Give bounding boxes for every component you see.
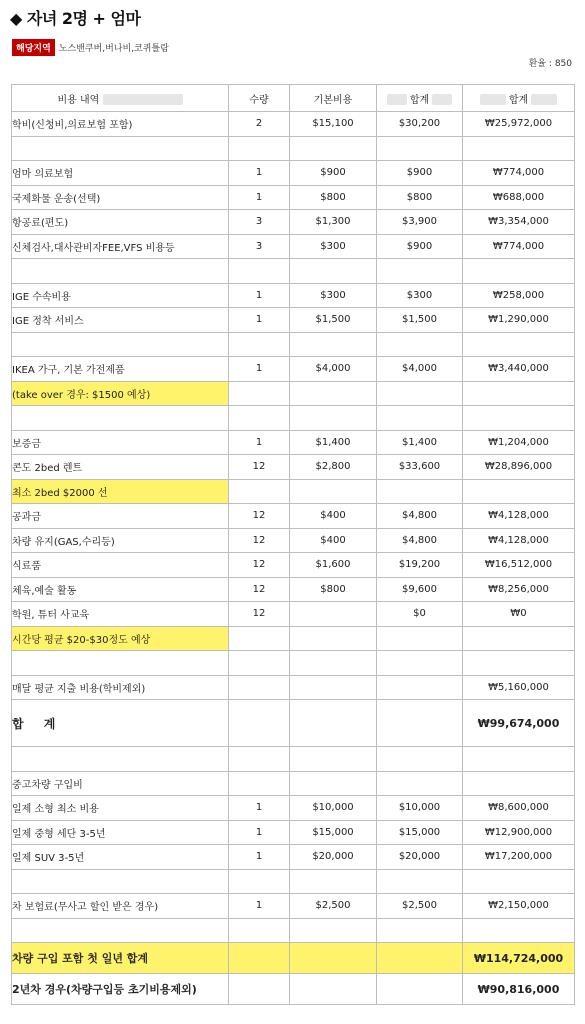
row-qty: 1 — [229, 820, 290, 845]
row-base-cost: $1,500 — [290, 308, 377, 333]
region-text: 노스밴쿠버,버나비,코퀴틀람 — [58, 44, 169, 54]
row-sum-usd: $900 — [377, 161, 463, 186]
row-name: (take over 경우: $1500 예상) — [12, 381, 229, 406]
row-sum-krw — [463, 651, 575, 676]
row-sum-usd: $900 — [377, 234, 463, 259]
table-row — [12, 974, 575, 1005]
row-sum-usd: $3,900 — [377, 210, 463, 235]
row-sum-krw: ₩688,000 — [463, 185, 575, 210]
row-qty — [229, 332, 290, 357]
row-qty: 1 — [229, 308, 290, 333]
page-title: ◆ 자녀 2명 + 엄마 — [10, 9, 141, 28]
row-sum-krw — [463, 332, 575, 357]
row-sum-usd — [377, 869, 463, 894]
row-sum-krw: ₩17,200,000 — [463, 845, 575, 870]
row-base-cost: $800 — [290, 185, 377, 210]
row-base-cost — [290, 406, 377, 431]
region-info — [12, 39, 169, 56]
row-sum-krw: ₩0 — [463, 602, 575, 627]
row-sum-krw: ₩8,256,000 — [463, 577, 575, 602]
row-name: 일제 중형 세단 3-5년 — [12, 820, 229, 845]
row-name: 일제 SUV 3-5년 — [12, 845, 229, 870]
table-row — [12, 918, 575, 943]
row-sum-krw: ₩3,354,000 — [463, 210, 575, 235]
table-row — [12, 479, 575, 504]
row-sum-usd: $9,600 — [377, 577, 463, 602]
table-row — [12, 553, 575, 578]
row-name: 학비(신청비,의료보험 포함) — [12, 112, 229, 137]
table-row — [12, 455, 575, 480]
row-qty: 1 — [229, 845, 290, 870]
row-qty — [229, 943, 290, 974]
table-row — [12, 234, 575, 259]
table-row — [12, 796, 575, 821]
row-sum-krw — [463, 626, 575, 651]
table-row — [12, 894, 575, 919]
row-sum-usd: $2,500 — [377, 894, 463, 919]
row-sum-usd: $800 — [377, 185, 463, 210]
row-sum-krw — [463, 918, 575, 943]
table-row — [12, 820, 575, 845]
row-base-cost — [290, 869, 377, 894]
row-qty: 12 — [229, 577, 290, 602]
row-name: 매달 평균 지출 비용(학비제외) — [12, 675, 229, 700]
row-sum-usd: $300 — [377, 283, 463, 308]
row-qty — [229, 918, 290, 943]
row-sum-krw: ₩774,000 — [463, 234, 575, 259]
row-sum-krw — [463, 771, 575, 796]
table-row — [12, 626, 575, 651]
row-name — [12, 259, 229, 284]
row-qty: 12 — [229, 455, 290, 480]
row-qty — [229, 651, 290, 676]
row-name — [12, 918, 229, 943]
row-name: 학원, 튜터 사교육 — [12, 602, 229, 627]
header-qty: 수량 — [229, 85, 290, 112]
table-row — [12, 112, 575, 137]
row-sum-usd: $1,400 — [377, 430, 463, 455]
row-qty: 1 — [229, 357, 290, 382]
table-row — [12, 943, 575, 974]
table-row — [12, 185, 575, 210]
row-name: 합 계 — [12, 700, 229, 747]
header-base-cost: 기본비용 — [290, 85, 377, 112]
row-qty — [229, 747, 290, 772]
row-base-cost — [290, 626, 377, 651]
row-sum-krw: ₩12,900,000 — [463, 820, 575, 845]
header-sum-krw: 합계 — [463, 85, 575, 112]
row-sum-usd — [377, 651, 463, 676]
row-sum-usd — [377, 943, 463, 974]
row-sum-krw: ₩90,816,000 — [463, 974, 575, 1005]
row-name: 중고차량 구입비 — [12, 771, 229, 796]
row-base-cost — [290, 651, 377, 676]
row-base-cost — [290, 700, 377, 747]
row-name: 국제화물 운송(선택) — [12, 185, 229, 210]
row-sum-usd — [377, 974, 463, 1005]
row-sum-krw: ₩4,128,000 — [463, 504, 575, 529]
row-sum-usd: $4,800 — [377, 504, 463, 529]
row-sum-krw: ₩114,724,000 — [463, 943, 575, 974]
row-name: 차량 구입 포함 첫 일년 합계 — [12, 943, 229, 974]
row-base-cost: $15,000 — [290, 820, 377, 845]
table-row — [12, 602, 575, 627]
region-badge: 해당지역 — [12, 39, 55, 56]
row-name: 일제 소형 최소 비용 — [12, 796, 229, 821]
table-row — [12, 136, 575, 161]
row-name: 콘도 2bed 렌트 — [12, 455, 229, 480]
row-sum-usd — [377, 626, 463, 651]
row-name: 차 보험료(무사고 할인 받은 경우) — [12, 894, 229, 919]
row-base-cost — [290, 675, 377, 700]
row-sum-krw — [463, 259, 575, 284]
row-sum-krw: ₩99,674,000 — [463, 700, 575, 747]
row-qty — [229, 869, 290, 894]
row-qty — [229, 406, 290, 431]
header-sum-usd: 합계 — [377, 85, 463, 112]
row-sum-usd — [377, 259, 463, 284]
row-sum-krw: ₩4,128,000 — [463, 528, 575, 553]
row-base-cost: $300 — [290, 283, 377, 308]
row-qty — [229, 259, 290, 284]
row-qty — [229, 974, 290, 1005]
row-sum-usd — [377, 675, 463, 700]
row-qty: 12 — [229, 553, 290, 578]
table-row — [12, 747, 575, 772]
row-sum-krw: ₩3,440,000 — [463, 357, 575, 382]
table-row — [12, 210, 575, 235]
table-row — [12, 406, 575, 431]
row-qty: 2 — [229, 112, 290, 137]
row-qty: 1 — [229, 430, 290, 455]
row-qty: 12 — [229, 602, 290, 627]
row-sum-krw: ₩774,000 — [463, 161, 575, 186]
table-header-row — [12, 85, 575, 112]
row-sum-usd: $0 — [377, 602, 463, 627]
row-sum-usd: $1,500 — [377, 308, 463, 333]
row-qty: 1 — [229, 894, 290, 919]
row-sum-usd — [377, 332, 463, 357]
row-base-cost — [290, 747, 377, 772]
row-sum-usd: $15,000 — [377, 820, 463, 845]
row-sum-usd — [377, 406, 463, 431]
row-name — [12, 651, 229, 676]
row-name — [12, 747, 229, 772]
row-sum-usd — [377, 700, 463, 747]
row-base-cost — [290, 918, 377, 943]
row-sum-usd — [377, 747, 463, 772]
row-base-cost: $400 — [290, 528, 377, 553]
row-base-cost: $2,800 — [290, 455, 377, 480]
row-qty — [229, 700, 290, 747]
table-row — [12, 651, 575, 676]
row-sum-krw — [463, 136, 575, 161]
row-sum-usd — [377, 381, 463, 406]
row-base-cost: $800 — [290, 577, 377, 602]
row-qty — [229, 626, 290, 651]
table-row — [12, 357, 575, 382]
table-body — [12, 112, 575, 1005]
table-row — [12, 430, 575, 455]
table-row — [12, 161, 575, 186]
row-sum-krw — [463, 747, 575, 772]
row-base-cost — [290, 771, 377, 796]
row-qty: 1 — [229, 283, 290, 308]
row-qty: 3 — [229, 210, 290, 235]
row-sum-usd — [377, 136, 463, 161]
row-name: 시간당 평균 $20-$30정도 예상 — [12, 626, 229, 651]
row-sum-usd: $30,200 — [377, 112, 463, 137]
row-sum-krw: ₩1,204,000 — [463, 430, 575, 455]
row-sum-usd — [377, 771, 463, 796]
row-name — [12, 332, 229, 357]
row-base-cost — [290, 259, 377, 284]
row-name: IGE 정착 서비스 — [12, 308, 229, 333]
row-name: 최소 2bed $2000 선 — [12, 479, 229, 504]
row-name: 체육,예술 활동 — [12, 577, 229, 602]
row-qty — [229, 479, 290, 504]
row-base-cost — [290, 602, 377, 627]
row-name: 항공료(편도) — [12, 210, 229, 235]
row-qty: 1 — [229, 161, 290, 186]
row-base-cost — [290, 381, 377, 406]
row-qty — [229, 381, 290, 406]
table-row — [12, 845, 575, 870]
row-qty — [229, 136, 290, 161]
row-qty: 1 — [229, 796, 290, 821]
row-base-cost: $1,600 — [290, 553, 377, 578]
row-sum-krw: ₩16,512,000 — [463, 553, 575, 578]
row-qty: 3 — [229, 234, 290, 259]
row-sum-usd: $20,000 — [377, 845, 463, 870]
table-row — [12, 332, 575, 357]
row-sum-krw: ₩25,972,000 — [463, 112, 575, 137]
row-name: 신체검사,대사관비자FEE,VFS 비용등 — [12, 234, 229, 259]
row-base-cost: $900 — [290, 161, 377, 186]
row-sum-usd — [377, 918, 463, 943]
row-base-cost — [290, 479, 377, 504]
table-row — [12, 771, 575, 796]
row-sum-krw: ₩5,160,000 — [463, 675, 575, 700]
table-row — [12, 577, 575, 602]
row-base-cost — [290, 974, 377, 1005]
row-sum-usd: $4,000 — [377, 357, 463, 382]
row-qty: 1 — [229, 185, 290, 210]
row-name: 엄마 의료보험 — [12, 161, 229, 186]
row-name: 2년차 경우(차량구입등 초기비용제외) — [12, 974, 229, 1005]
table-row — [12, 700, 575, 747]
row-sum-krw — [463, 406, 575, 431]
row-qty — [229, 771, 290, 796]
row-name — [12, 406, 229, 431]
row-base-cost — [290, 136, 377, 161]
row-sum-krw: ₩28,896,000 — [463, 455, 575, 480]
row-sum-krw: ₩2,150,000 — [463, 894, 575, 919]
row-sum-usd: $33,600 — [377, 455, 463, 480]
row-name — [12, 869, 229, 894]
header-item: 비용 내역 — [12, 85, 229, 112]
table-row — [12, 283, 575, 308]
row-base-cost — [290, 332, 377, 357]
row-sum-krw — [463, 869, 575, 894]
table-row — [12, 528, 575, 553]
table-row — [12, 259, 575, 284]
table-row — [12, 504, 575, 529]
exchange-rate: 환율 : 850 — [528, 59, 572, 69]
row-base-cost: $4,000 — [290, 357, 377, 382]
table-row — [12, 308, 575, 333]
row-base-cost: $1,300 — [290, 210, 377, 235]
row-sum-usd: $4,800 — [377, 528, 463, 553]
row-name: 보증금 — [12, 430, 229, 455]
table-row — [12, 675, 575, 700]
cost-table — [11, 84, 575, 1005]
row-sum-usd: $10,000 — [377, 796, 463, 821]
row-sum-krw — [463, 479, 575, 504]
row-base-cost: $300 — [290, 234, 377, 259]
row-base-cost: $2,500 — [290, 894, 377, 919]
row-qty — [229, 675, 290, 700]
row-base-cost: $20,000 — [290, 845, 377, 870]
row-qty: 12 — [229, 504, 290, 529]
table-row — [12, 869, 575, 894]
row-name: 공과금 — [12, 504, 229, 529]
row-name: IKEA 가구, 기본 가전제품 — [12, 357, 229, 382]
row-base-cost: $10,000 — [290, 796, 377, 821]
table-row — [12, 381, 575, 406]
row-sum-usd: $19,200 — [377, 553, 463, 578]
row-base-cost: $400 — [290, 504, 377, 529]
row-sum-krw: ₩8,600,000 — [463, 796, 575, 821]
row-sum-krw: ₩1,290,000 — [463, 308, 575, 333]
row-base-cost: $15,100 — [290, 112, 377, 137]
row-qty: 12 — [229, 528, 290, 553]
row-base-cost: $1,400 — [290, 430, 377, 455]
row-name: 식료품 — [12, 553, 229, 578]
row-base-cost — [290, 943, 377, 974]
row-name — [12, 136, 229, 161]
row-sum-usd — [377, 479, 463, 504]
row-name: IGE 수속비용 — [12, 283, 229, 308]
row-name: 차량 유지(GAS,수리등) — [12, 528, 229, 553]
row-sum-krw: ₩258,000 — [463, 283, 575, 308]
row-sum-krw — [463, 381, 575, 406]
